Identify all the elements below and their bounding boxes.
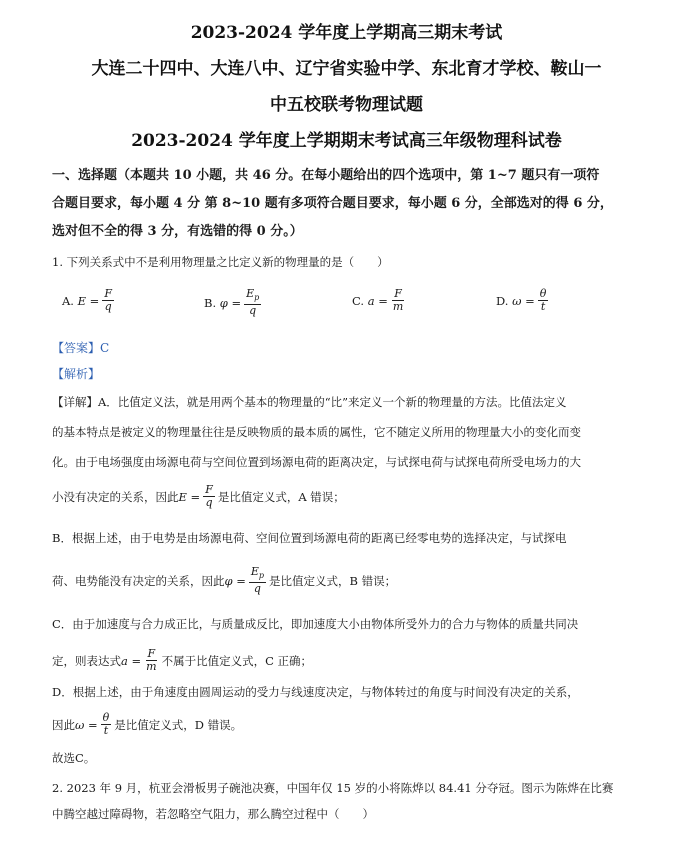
option-fraction <box>102 288 114 313</box>
fraction-numerator: F <box>205 483 213 496</box>
formula-fraction <box>101 712 112 737</box>
q1-conclusion: 故选C。 <box>52 751 96 765</box>
q1-option-d <box>496 288 551 313</box>
fraction-denominator: m <box>392 300 404 313</box>
text: 不属于比值定义式，C 正确； <box>161 653 313 668</box>
option-lhs: φ = <box>219 295 242 310</box>
q2-line-1: 2. 2023 年 9 月，杭亚会滑板男子碗池决赛，中国年仅 15 岁的小将陈烨以 84.41 分夺冠。图示为陈烨在比赛 <box>52 781 614 795</box>
q1-detail-d-line-1: D．根据上述，由于角速度由圆周运动的受力与线速度决定，与物体转过的角度与时间没有决定的关系， <box>52 685 579 699</box>
section-heading-line-2: 合题目要求，每小题 4 分 第 8~10 题有多项符合题目要求，每小题 6 分，全部选对的得 6 分， <box>52 196 613 211</box>
fraction-numerator: $E_p$ <box>244 288 261 305</box>
formula-fraction <box>203 484 215 509</box>
q1-analysis-tag: 【解析】 <box>52 367 101 381</box>
q1-detail-a-formula-line <box>52 484 345 509</box>
q1-option-a <box>62 288 117 313</box>
option-label: B. <box>204 295 217 310</box>
q1-option-c <box>352 288 408 313</box>
q1-detail-d-formula-line <box>52 712 242 737</box>
fraction-numerator: F <box>104 287 112 300</box>
q1-detail-line-1: 【详解】A．比值定义法，就是用两个基本的物理量的“比”来定义一个新的物理量的方法。比值法定义 <box>52 395 567 409</box>
text: 小没有决定的关系，因此 <box>52 489 179 504</box>
q1-detail-b-formula-line <box>52 566 396 595</box>
option-label: C. <box>352 293 365 308</box>
text: 因此 <box>52 717 75 732</box>
formula-lhs: a = <box>121 653 142 668</box>
option-label: A. <box>62 293 74 308</box>
formula-fraction <box>249 566 266 595</box>
option-fraction <box>538 288 549 313</box>
q1-detail-b-line-1: B．根据上述，由于电势是由场源电荷、空间位置到场源电荷的距离已经零电势的选择决定，与试探电 <box>52 531 567 545</box>
fraction-numerator: F <box>394 287 402 300</box>
q1-answer: 【答案】C <box>52 341 110 355</box>
option-lhs: ω = <box>512 293 535 308</box>
fraction-denominator: q <box>104 300 112 313</box>
text: 是比值定义式，A 错误； <box>217 489 345 504</box>
q1-option-b <box>204 288 264 317</box>
option-fraction <box>391 288 405 313</box>
text: 定，则表达式 <box>52 653 121 668</box>
option-lhs: a = <box>367 293 388 308</box>
formula-lhs: φ = <box>224 573 246 588</box>
q1-detail-c-formula-line <box>52 648 312 673</box>
fraction-denominator: m <box>146 660 157 673</box>
fraction-denominator: t <box>540 300 546 313</box>
fraction-denominator: q <box>205 496 213 509</box>
q2-line-2: 中腾空越过障碍物，若忽略空气阻力，那么腾空过程中（ ） <box>52 807 374 821</box>
section-heading-line-1: 一、选择题（本题共 10 小题，共 46 分。在每小题给出的四个选项中，第 1~7 题只有一项符 <box>52 168 600 183</box>
fraction-numerator: θ <box>102 711 110 724</box>
fraction-denominator: q <box>249 304 257 318</box>
formula-lhs: ω = <box>75 717 98 732</box>
q1-detail-c-line-1: C．由于加速度与合力成正比，与质量成反比，即加速度大小由物体所受外力的合力与物体的质量共同决 <box>52 617 579 631</box>
fraction-denominator: q <box>253 582 261 596</box>
text: 是比值定义式，B 错误； <box>269 573 397 588</box>
title-4: 2023-2024 学年度上学期期末考试高三年级物理科试卷 <box>131 131 562 151</box>
title-2: 大连二十四中、大连八中、辽宁省实验中学、东北育才学校、鞍山一 <box>91 59 602 79</box>
fraction-numerator: θ <box>539 287 547 300</box>
text: 荷、电势能没有决定的关系，因此 <box>52 573 225 588</box>
option-fraction <box>244 288 261 317</box>
text: 是比值定义式，D 错误。 <box>114 717 243 732</box>
fraction-numerator: F <box>147 647 156 660</box>
q1-detail-line-3: 化。由于电场强度由场源电荷与空间位置到场源电荷的距离决定，与试探电荷与试探电荷所受电场力的大 <box>52 455 581 469</box>
title-3: 中五校联考物理试题 <box>270 95 423 115</box>
formula-fraction <box>144 648 158 673</box>
q1-stem: 1. 下列关系式中不是利用物理量之比定义新的物理量的是（ ） <box>52 255 389 269</box>
option-label: D. <box>496 293 509 308</box>
title-1: 2023-2024 学年度上学期高三期末考试 <box>190 23 503 43</box>
fraction-numerator: $E_p$ <box>249 566 266 583</box>
fraction-denominator: t <box>103 724 109 737</box>
option-lhs: E = <box>77 293 100 308</box>
section-heading-line-3: 选对但不全的得 3 分，有选错的得 0 分。） <box>52 224 303 239</box>
q1-detail-line-2: 的基本特点是被定义的物理量往往是反映物质的最本质的属性，它不随定义所用的物理量大小的变化而变 <box>52 425 581 439</box>
formula-lhs: E = <box>178 489 201 504</box>
